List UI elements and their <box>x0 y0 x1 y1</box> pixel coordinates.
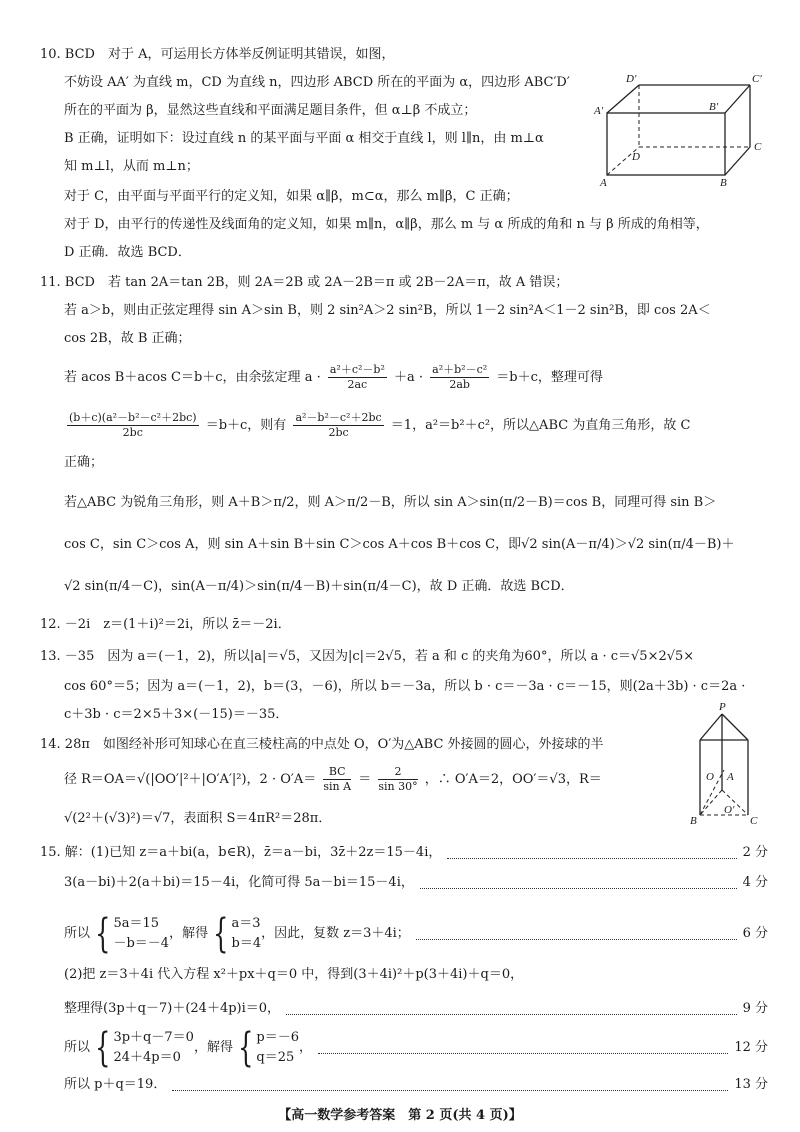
q11-line-7: 若△ABC 为锐角三角形，则 A＋B＞π/2，则 A＞π/2－B，所以 sin A＞sin(π/2－B)＝cos B，同理可得 sin B＞ <box>64 495 717 510</box>
q14-line-1: 14. 28π 如图经补形可知球心在直三棱柱高的中点处 O，O′为△ABC 外接圆的圆心，外接球的半 <box>40 737 604 752</box>
q13-line-3: c＋3b · c＝2×5＋3×(－15)＝－35． <box>64 707 289 722</box>
prism-figure <box>690 700 770 830</box>
q15-row-3 <box>64 912 768 956</box>
system-1-eq-1: 5a＝15 <box>113 916 160 931</box>
system-4-eq-1: p＝－6 <box>256 1030 299 1045</box>
q11-l5-text-b: ＝1，a²＝b²＋c²，所以△ABC 为直角三角形，故 C <box>390 418 691 433</box>
q15-row-3-mid: ，解得 <box>169 926 209 941</box>
q11-line-2: 若 a＞b，则由正弦定理得 sin A＞sin B，则 2 sin²A＞2 sin²B，所以 1－2 sin²A＜1－2 sin²B，即 cos 2A＜ <box>64 303 711 318</box>
leader-dots <box>286 1004 737 1015</box>
label-B: B <box>690 815 697 827</box>
leader-dots <box>318 1043 728 1054</box>
score-9: 9 分 <box>742 1001 768 1016</box>
system-1-eq-2: －b＝－4 <box>113 936 170 951</box>
q14-l2-text-c: ，∴ O′A＝2，OO′＝√3，R＝ <box>424 772 602 787</box>
label-B: B <box>720 177 727 189</box>
q15-row-6-pre: 所以 <box>64 1040 91 1055</box>
leader-dots <box>420 878 737 889</box>
label-C-prime: C′ <box>752 73 762 85</box>
q11-fraction-3: $\frac{\text{(b＋c)(a²－b²－c²＋2bc)}}{2bc}$ <box>69 411 197 439</box>
page-footer: 【高一数学参考答案 第 2 页(共 4 页)】 <box>278 1108 522 1123</box>
q14-line-3: √(2²＋(√3)²)＝√7，表面积 S＝4πR²＝28π． <box>64 811 332 826</box>
system-2-eq-2: b＝4 <box>231 936 262 951</box>
system-3-eq-2: 24＋4p＝0 <box>113 1050 181 1065</box>
q12-line-1: 12. －2i z＝(1＋i)²＝2i，所以 z̄＝－2i． <box>40 617 291 632</box>
q13-line-1: 13. －35 因为 a＝(－1，2)，所以|a|＝√5，又因为|c|＝2√5，若 a 和 c 的夹角为60°，所以 a · c＝√5×2√5× <box>40 649 695 664</box>
q15-row-6 <box>64 1026 768 1070</box>
leader-dots <box>416 929 737 940</box>
q11-line-5 <box>64 410 690 442</box>
system-3 <box>113 1028 193 1068</box>
q15-row-7 <box>64 1076 768 1094</box>
label-A: A <box>727 771 734 783</box>
label-D: D <box>632 151 640 163</box>
leader-dots <box>172 1080 728 1091</box>
label-O: O <box>706 771 714 783</box>
q15-row-4: (2)把 z＝3＋4i 代入方程 x²＋px＋q＝0 中，得到(3＋4i)²＋p(3＋4i)＋q＝0， <box>64 967 524 982</box>
q11-line-3: cos 2B，故 B 正确； <box>64 331 191 346</box>
leader-dots <box>447 848 736 859</box>
q14-line-2 <box>64 764 602 796</box>
label-D-prime: D′ <box>626 73 637 85</box>
q11-fraction-4: $\frac{\text{a²－b²－c²＋2bc}}{2bc}$ <box>295 411 382 439</box>
q10-heading: 10. BCD 对于 A，可运用长方体举反例证明其错误，如图， <box>40 47 395 62</box>
q13-line-2: cos 60°＝5；因为 a＝(－1，2)，b＝(3，－6)，所以 b＝－3a，所以 b · c＝－3a · c＝－15，则(2a＋3b) · c＝2a · <box>64 679 746 694</box>
score-4: 4 分 <box>742 875 768 890</box>
q11-line-9: √2 sin(π/4－C)，sin(A－π/4)＞sin(π/4－B)＋sin(π/4－C)，故 D 正确．故选 BCD． <box>64 579 574 594</box>
score-2: 2 分 <box>742 845 768 860</box>
q15-row-5 <box>64 1000 768 1018</box>
label-A-prime: A′ <box>594 105 604 117</box>
q15-row-5-text: 整理得(3p＋q－7)＋(24＋4p)i＝0， <box>64 1001 281 1016</box>
q14-fraction-2: $\frac{2}{\sin 30^\circ}$ <box>378 765 418 793</box>
q15-row-7-text: 所以 p＋q＝19． <box>64 1077 167 1092</box>
q15-row-6-mid: ，解得 <box>193 1040 233 1055</box>
system-2-eq-1: a＝3 <box>231 916 261 931</box>
q11-line-6: 正确； <box>64 455 104 470</box>
q11-l5-text-a: ＝b＋c，则有 <box>205 418 287 433</box>
q15-row-3-post: ，因此，复数 z＝3＋4i； <box>261 926 410 941</box>
q15-row-6-post: ， <box>299 1040 313 1055</box>
q14-l2-text-a: 径 R＝OA＝√(|OO′|²＋|O′A′|²)，2 · O′A＝ <box>64 772 317 787</box>
q10-line-7: D 正确．故选 BCD． <box>64 245 191 260</box>
q15-row-3-pre: 所以 <box>64 926 91 941</box>
q11-fraction-1: $\frac{\text{a²＋c²－b²}}{2ac}$ <box>329 363 385 391</box>
q11-line-1: 11. BCD 若 tan 2A＝tan 2B，则 2A＝2B 或 2A－2B＝π 或 2B－2A＝π，故 A 错误； <box>40 275 569 290</box>
label-C: C <box>754 141 762 153</box>
score-6: 6 分 <box>742 926 768 941</box>
q10-line-5: 对于 C，由平面与平面平行的定义知，如果 α∥β，m⊂α，那么 m∥β，C 正确； <box>64 189 519 204</box>
score-13: 13 分 <box>734 1077 768 1092</box>
brace: { <box>213 911 229 957</box>
system-4 <box>256 1028 299 1068</box>
q10-line-1: 不妨设 AA′ 为直线 m，CD 为直线 n，四边形 ABCD 所在的平面为 α，四边形 ABC′D′ <box>64 75 570 90</box>
cuboid-figure <box>592 70 772 190</box>
q11-line-8: cos C，sin C＞cos A，则 sin A＋sin B＋sin C＞cos A＋cos B＋cos C，即√2 sin(A－π/4)＞√2 sin(π/4－B)＋ <box>64 537 735 552</box>
label-P: P <box>719 701 726 713</box>
q15-row-1-text: 15. 解：(1)已知 z＝a＋bi(a，b∈R)，z̄＝a－bi，3z̄＋2z＝15－4i， <box>40 845 442 860</box>
brace: { <box>238 1025 254 1071</box>
q10-line-4: 知 m⊥l，从而 m⊥n； <box>64 159 199 174</box>
q11-fraction-2: $\frac{\text{a²＋b²－c²}}{2ab}$ <box>432 363 488 391</box>
q15-row-2 <box>64 874 768 892</box>
q11-l4-text-b: ＋a · <box>394 370 424 385</box>
label-O-prime: O′ <box>724 804 735 816</box>
q11-line-4 <box>64 362 603 394</box>
label-B-prime: B′ <box>709 101 719 113</box>
label-A: A <box>600 177 607 189</box>
system-1 <box>113 914 169 954</box>
q10-line-3: B 正确，证明如下：设过直线 n 的某平面与平面 α 相交于直线 l，则 l∥n，由 m⊥α <box>64 131 544 146</box>
score-12: 12 分 <box>734 1040 768 1055</box>
system-2 <box>232 914 262 954</box>
q10-line-6: 对于 D，由平行的传递性及线面角的定义知，如果 m∥n，α∥β，那么 m 与 α 所成的角和 n 与 β 所成的角相等， <box>64 217 709 232</box>
q11-l4-text-c: ＝b＋c，整理可得 <box>496 370 603 385</box>
q11-l4-text-a: 若 acos B＋acos C＝b＋c，由余弦定理 a · <box>64 370 321 385</box>
brace: { <box>95 911 111 957</box>
q15-row-1 <box>40 844 768 862</box>
system-3-eq-1: 3p＋q－7＝0 <box>113 1030 194 1045</box>
brace: { <box>95 1025 111 1071</box>
system-4-eq-2: q＝25 <box>256 1050 295 1065</box>
label-C: C <box>750 815 758 827</box>
q15-row-2-text: 3(a－bi)＋2(a＋bi)＝15－4i，化简可得 5a－bi＝15－4i， <box>64 875 414 890</box>
q14-l2-text-b: ＝ <box>358 772 372 787</box>
q14-fraction-1: $\frac{BC}{\text{sin A}}$ <box>323 765 352 793</box>
q10-line-2: 所在的平面为 β，显然这些直线和平面满足题目条件，但 α⊥β 不成立； <box>64 103 477 118</box>
